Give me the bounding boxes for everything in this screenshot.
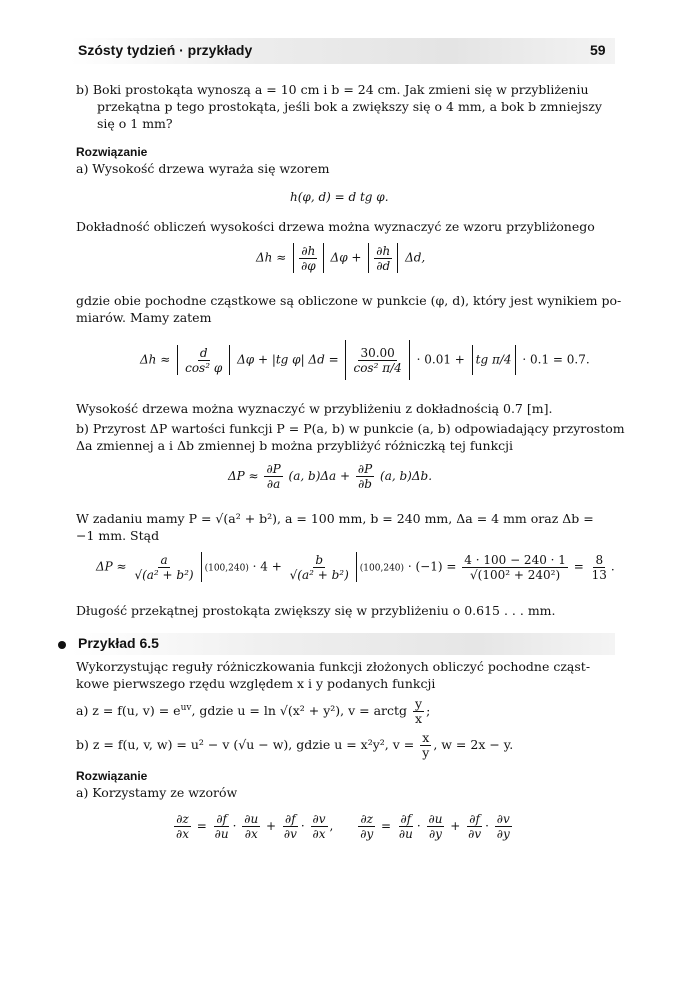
eq4-eq: = (573, 559, 584, 574)
eq-delta-t2-den: ∂d (376, 258, 391, 273)
chain-b3-den: ∂v (468, 827, 482, 841)
eq4-f3-den: √(100² + 240²) (470, 567, 561, 582)
eq2-f2-den: cos² π/4 (353, 360, 402, 375)
chain-a3-den: ∂v (283, 827, 297, 841)
height-result: Wysokość drzewa można wyznaczyć w przybliżeniu z dokładnością 0.7 [m]. (76, 401, 553, 416)
task-line1: W zadaniu mamy P = √(a² + b²), a = 100 mm, b = 240 mm, Δa = 4 mm oraz Δb = (76, 511, 594, 526)
eq3-f1-num: ∂P (266, 462, 281, 476)
eq4-mul: · (−1) = (407, 559, 457, 574)
item-a-pre: a) z = f(u, v) = e (76, 703, 181, 718)
item-a-den: x (415, 711, 423, 726)
eq3-lhs: ΔP ≈ (228, 469, 259, 483)
eq4-f2-den: √(a² + b²) (289, 567, 349, 582)
eq-delta-t1-mul: Δφ + (330, 250, 362, 265)
chain-b2-den: ∂y (428, 827, 442, 841)
eq2-f1-den: cos² φ (185, 360, 223, 375)
problem-b-line3: się o 1 mm? (97, 116, 173, 131)
eq-delta-lhs: Δh ≈ (256, 250, 287, 265)
item-b-pre: b) z = f(u, v, w) = u² − v (√u − w), gdzie u = x²y², v = (76, 737, 415, 752)
item-b-num: x (422, 730, 430, 745)
accuracy-text: Dokładność obliczeń wysokości drzewa można wyznaczyć ze wzoru przybliżonego (76, 219, 595, 234)
chain-a2-num: ∂u (244, 812, 259, 826)
eq4-f1-num: a (160, 552, 168, 567)
eq-delta-t1-num: ∂h (301, 243, 316, 258)
part-b-line1: b) Przyrost ΔP wartości funkcji P = P(a, b) w punkcie (a, b) odpowiadający przyrostom (76, 421, 625, 436)
chain-b1-den: ∂u (398, 827, 413, 841)
eq3-mid: (a, b)Δa + (288, 469, 351, 483)
equation-height: h(φ, d) = d tg φ. (290, 190, 389, 204)
example-intro-line2: kowe pierwszego rzędu względem x i y podanych funkcji (76, 676, 436, 691)
solution-a-intro: a) Wysokość drzewa wyraża się wzorem (76, 161, 330, 176)
partials-line2: miarów. Mamy zatem (76, 310, 212, 325)
eq4-eval2: (100,240) (359, 563, 405, 574)
eq3-f1-den: ∂a (266, 477, 281, 491)
item-b-den: y (422, 745, 430, 760)
eq4-eval1: (100,240) (204, 563, 249, 574)
eq4-f4-num: 8 (595, 552, 604, 567)
part-b-line2: Δa zmiennej a i Δb zmiennej b można przybliżyć różniczką tej funkcji (76, 438, 514, 453)
task-line2: −1 mm. Stąd (76, 528, 160, 543)
equation-delta-h-numeric (140, 340, 590, 380)
eq3-f2-num: ∂P (357, 462, 373, 476)
eq2-mid: Δφ + |tg φ| Δd = (237, 352, 339, 367)
item-a-num: y (415, 696, 423, 711)
chain-x-lhs-den: ∂x (176, 827, 189, 841)
chain-b2-num: ∂u (428, 812, 443, 826)
page-number: 59 (590, 42, 606, 58)
eq4-f4-den: 13 (591, 567, 607, 582)
item-a-sup: uv (180, 703, 192, 713)
chain-a1-num: ∂f (216, 812, 227, 826)
diagonal-result: Długość przekątnej prostokąta zwiększy się w przybliżeniu o 0.615 . . . mm. (76, 603, 556, 618)
chain-a1-den: ∂u (214, 827, 229, 841)
item-b-end: , w = 2x − y. (433, 737, 514, 752)
chain-b4-num: ∂v (496, 812, 510, 826)
chain-a4-num: ∂v (312, 812, 326, 826)
eq4-f2-num: b (315, 552, 324, 567)
item-a-mid: , gdzie u = ln √(x² + y²), v = arctg (191, 703, 408, 718)
eq4-f1-den: √(a² + b²) (134, 567, 194, 582)
eq2-tg: tg π/4 (475, 352, 512, 367)
equation-delta-p (228, 462, 432, 491)
bullet-icon (58, 641, 66, 649)
example-title: Przykład 6.5 (78, 635, 159, 651)
eq2-lhs: Δh ≈ (140, 352, 171, 367)
eq2-f2-num: 30.00 (360, 345, 395, 360)
eq4-f3-num: 4 · 100 − 240 · 1 (464, 552, 566, 567)
eq3-f2-den: ∂b (358, 477, 372, 491)
chain-x-lhs-num: ∂z (176, 812, 189, 826)
eq2-f1-num: d (199, 345, 208, 360)
example-item-b (76, 731, 513, 760)
chain-a4-den: ∂x (312, 827, 326, 841)
eq-delta-t1-den: ∂φ (301, 258, 316, 273)
chain-b3-num: ∂f (469, 812, 480, 826)
equation-delta-p-numeric (96, 552, 615, 582)
example-solution-heading: Rozwiązanie (76, 769, 148, 783)
example-intro-line1: Wykorzystując reguły różniczkowania funkcji złożonych obliczyć pochodne cząst- (76, 659, 591, 674)
example-solution-intro: a) Korzystamy ze wzorów (76, 785, 238, 800)
chain-rule-equations: $\frac{\partial z}{\partial x}$ = $\frac{\partial f}{\partial u}$ · $\frac{\partial u}{\partial x}$ + $\frac{\partial f}{\partial v}$ · $\frac{\partial v}{\partial x}$ , $\frac{\partial z}{\partial y}$ = $\frac{\partial f}{\partial u}$ · $\frac{\partial u}{\partial y}$ + $\frac{\partial f}{\partial v}$ · $\frac{\partial v}{\partial y}$ (176, 812, 510, 841)
chain-y-lhs-num: ∂z (360, 812, 373, 826)
example-item-a (76, 697, 430, 726)
equation-delta-h (256, 243, 425, 273)
chain-a3-num: ∂f (285, 812, 296, 826)
eq2-tail2: · 0.1 = 0.7. (522, 352, 590, 367)
eq3-tail: (a, b)Δb. (380, 469, 433, 483)
chain-b1-num: ∂f (400, 812, 412, 826)
eq4-mid: · 4 + (252, 559, 282, 574)
chain-b4-den: ∂y (496, 827, 510, 841)
running-header-title: Szósty tydzień · przykłady (78, 42, 253, 58)
solution-heading: Rozwiązanie (76, 145, 148, 159)
eq2-tail1: · 0.01 + (416, 352, 465, 367)
eq-delta-t2-mul: Δd, (405, 250, 426, 265)
problem-b-line1: b) Boki prostokąta wynoszą a = 10 cm i b = 24 cm. Jak zmieni się w przybliżeniu (76, 82, 589, 97)
partials-line1: gdzie obie pochodne cząstkowe są obliczone w punkcie (φ, d), który jest wynikiem po- (76, 293, 622, 308)
eq4-end: . (610, 559, 615, 574)
chain-a2-den: ∂x (244, 827, 258, 841)
item-a-end: ; (426, 703, 431, 718)
chain-y-lhs-den: ∂y (360, 827, 374, 841)
problem-b-line2: przekątna p tego prostokąta, jeśli bok a zwiększy się o 4 mm, a bok b zmniejszy (97, 99, 602, 114)
eq-delta-t2-num: ∂h (376, 243, 391, 258)
eq4-lhs: ΔP ≈ (96, 559, 127, 574)
